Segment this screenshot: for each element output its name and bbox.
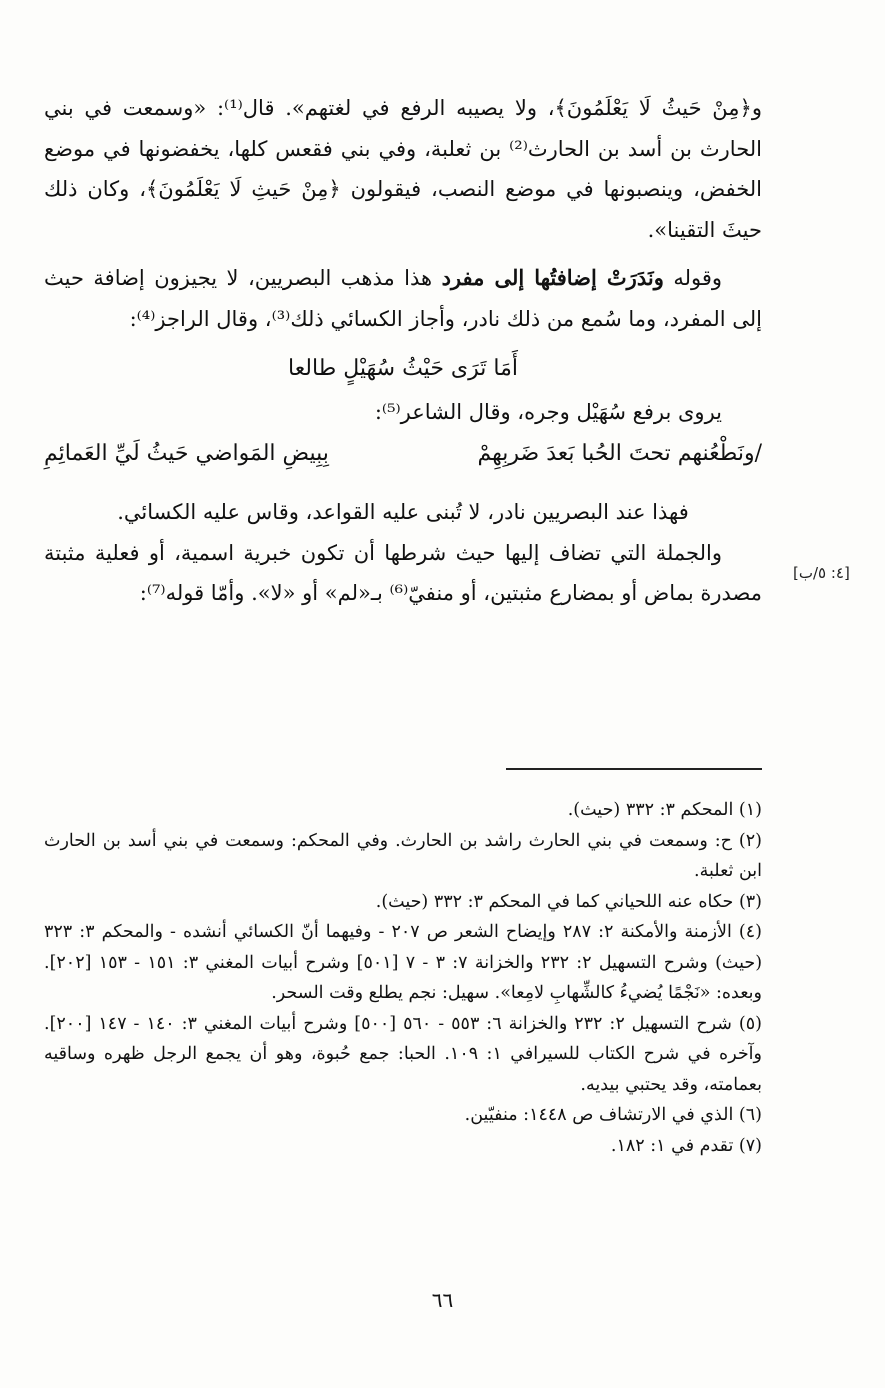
- paragraph-2-lead: وقوله: [673, 266, 722, 290]
- footnotes: [44, 795, 762, 1161]
- footnote-2: (٢) ح: وسمعت في بني الحارث راشد بن الحارث. وفي المحكم: وسمعت في بني أسد بن الحارث ابن ثعلبة.: [44, 830, 762, 881]
- verse-1: أَمَا تَرَى حَيْثُ سُهَيْلٍ طالعا: [287, 356, 518, 381]
- paragraph-3: يروى برفع سُهَيْل وجره، وقال الشاعر⁽⁵⁾:: [374, 399, 722, 424]
- footnote-1: (١) المحكم ٣: ٣٣٢ (حيث).: [567, 800, 762, 820]
- paragraph-2-rest: هذا مذهب البصريين، لا يجيزون إضافة حيث إلى المفرد، وما سُمع من ذلك نادر، وأجاز الكسائي ذلك⁽³⁾، وقال الراجز⁽⁴⁾:: [44, 266, 762, 331]
- footnote-4: (٤) الأزمنة والأمكنة ٢: ٢٨٧ وإيضاح الشعر ص ٢٠٧ - وفيهما أنّ الكسائي أنشده - والمحكم ٣: ٣٢٣ (حيث) وشرح التسهيل ٢: ٢٣٢ والخزانة ٧: ٣ - ٧ [٥٠١] وشرح أبيات المغني ٣: ١٥١ - ١٥٣ [٢٠٢]. وبعده: «نَجْمًا يُضيءُ كالشِّهابِ لامِعا». سهيل: نجم يطلع وقت السحر.: [44, 922, 763, 1003]
- paragraph-5: والجملة التي تضاف إليها حيث شرطها أن تكون خبرية اسمية، أو فعلية مثبتة مصدرة بماض أو بمضارع مثبتين، أو منفيّ⁽⁶⁾ بـ«لم» أو «لا». وأمّا قوله⁽⁷⁾:: [44, 540, 762, 605]
- footnote-3: (٣) حكاه عنه اللحياني كما في المحكم ٣: ٣٣٢ (حيث).: [375, 891, 762, 912]
- verse-2-first-hemistich: /ونَطْعُنهم تحتَ الحُبا بَعدَ ضَربِهِمْ: [477, 441, 762, 466]
- paragraph-1: و﴿مِنْ حَيثُ لَا يَعْلَمُونَ﴾، ولا يصيبه الرفع في لغتهم». قال⁽¹⁾: «وسمعت في بني الحارث بن أسد بن الحارث⁽²⁾ بن ثعلبة، وفي بني فقعس كلها، يخفضونها في موضع الخفض، وينصبونها في موضع النصب، فيقولون ﴿مِنْ حَيثِ لَا يَعْلَمُونَ﴾، وكان ذلك حيثَ التقينا».: [44, 96, 762, 242]
- manuscript-folio-marker: [٤: ٥/ب]: [793, 564, 850, 582]
- verse-2-second-hemistich: بِبِيضِ المَواضي حَيثُ لَيِّ العَمائِمِ: [44, 441, 329, 466]
- footnote-7: (٧) تقدم في ١: ١٨٢.: [610, 1135, 762, 1156]
- footnote-separator: [506, 768, 762, 770]
- footnote-6: (٦) الذي في الارتشاف ص ١٤٤٨: منفيّين.: [464, 1105, 762, 1125]
- main-text: [44, 88, 762, 614]
- quoted-phrase: ونَدَرَتْ إضافتُها إلى مفرد: [441, 265, 664, 290]
- footnote-5: (٥) شرح التسهيل ٢: ٢٣٢ والخزانة ٦: ٥٥٣ - ٥٦٠ [٥٠٠] وشرح أبيات المغني ٣: ١٤٠ - ١٤٧ [٢٠٠]. وآخره في شرح الكتاب للسيرافي ١: ١٠٩. الحبا: جمع حُبوة، وهو أن يجمع الرجل ظهره وساقيه بعمامته، وقد يحتبي بيديه.: [44, 1013, 762, 1095]
- page-number: ٦٦: [431, 1288, 454, 1312]
- verse-2: [44, 434, 762, 478]
- paragraph-2: [44, 258, 762, 339]
- paragraph-4: فهذا عند البصريين نادر، لا تُبنى عليه القواعد، وقاس عليه الكسائي.: [117, 500, 689, 524]
